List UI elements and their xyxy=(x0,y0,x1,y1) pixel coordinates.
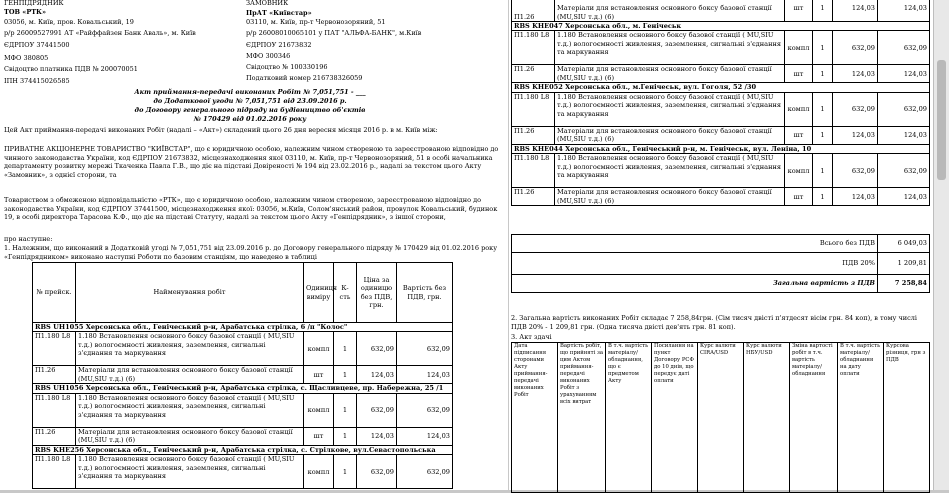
act-heading: до Договору генерального підряду на будівництво об'єктів xyxy=(134,106,366,114)
row-name: 1.180 Встановлення основного боксу базової станції ( MU,SIU т.д.) вологоємності живлення, заземлення, сигнальні з'єднання та маркування xyxy=(555,154,785,188)
row-unit: компл xyxy=(304,393,334,427)
row-price: 632,09 xyxy=(833,92,878,126)
row-price: 124,03 xyxy=(833,0,878,22)
col-header: Вартість без ПДВ, грн. xyxy=(397,263,453,323)
row-total: 124,03 xyxy=(878,0,930,22)
table-row xyxy=(512,188,930,206)
site-row xyxy=(512,83,930,92)
row-name: 1.180 Встановлення основного боксу базової станції ( MU,SIU т.д.) вологоємності живлення, заземлення, сигнальні з'єднання та маркування xyxy=(76,455,304,489)
schedule-col-header: Курс валюти CIRA/USD xyxy=(698,343,744,493)
row-price: 632,09 xyxy=(833,31,878,65)
row-price: 124,03 xyxy=(833,126,878,144)
table-row xyxy=(512,0,930,22)
row-name: 1.180 Встановлення основного боксу базової станції ( MU,SIU т.д.) вологоємності живлення, заземлення, сигнальні з'єднання та маркування xyxy=(555,92,785,126)
row-unit: компл xyxy=(304,332,334,366)
row-name: Матеріали для встановлення основного боксу базової станції (MU,SIU т.д.) (6) xyxy=(555,65,785,83)
point-2: 2. Загальна вартість виконаних Робіт складає 7 258,84грн. (Сім тисяч двісті п'ятдесят вісім грн. 84 коп), в тому числі ПДВ 20% - 1 209,81 грн. (Одна тисяча двісті дев'ять грн. 81 коп). xyxy=(511,314,917,331)
row-price: 124,03 xyxy=(833,65,878,83)
row-total: 124,03 xyxy=(878,188,930,206)
col-header: Найменування робіт xyxy=(76,263,304,323)
row-code: П1.26 xyxy=(512,65,555,83)
row-qty: 1 xyxy=(813,188,833,206)
site-row xyxy=(33,445,453,454)
row-code: П1.26 xyxy=(512,188,555,206)
row-name: 1.180 Встановлення основного боксу базової станції ( MU,SIU т.д.) вологоємності живлення, заземлення, сигнальні з'єднання та маркування xyxy=(76,332,304,366)
row-code: П1.180 L8 xyxy=(512,31,555,65)
row-unit: компл xyxy=(785,154,813,188)
customer-line: 03110, м. Київ, пр-т Червонозоряний, 51 xyxy=(246,18,386,26)
works-table-continued xyxy=(511,0,930,206)
works-table xyxy=(32,262,453,489)
total-value: 1 209,81 xyxy=(878,253,930,275)
row-name: 1.180 Встановлення основного боксу базової станції ( MU,SIU т.д.) вологоємності живлення, заземлення, сигнальні з'єднання та маркування xyxy=(76,393,304,427)
schedule-col-header: Курс валюти НБУ/USD xyxy=(744,343,790,493)
row-unit: компл xyxy=(304,455,334,489)
row-total: 124,03 xyxy=(878,126,930,144)
row-total: 632,09 xyxy=(878,31,930,65)
site-row xyxy=(512,22,930,31)
schedule-col-header: Курсова різниця, грн з ПДВ xyxy=(884,343,930,493)
site-title: RBS KHE047 Херсонська обл., м. Генічеськ xyxy=(512,22,930,31)
row-unit: шт xyxy=(785,126,813,144)
act-heading: Акт приймання-передачі виконаних Робіт № 7,051,751 - ___ xyxy=(134,88,366,96)
customer-label: ЗАМОВНИК xyxy=(246,0,289,7)
intro-text: Цей Акт приймання-передачі виконаних Робіт (надалі – «Акт») складений цього 26 дня вересня місяця 2016 р. в м. Київ між: xyxy=(4,126,438,134)
row-total: 632,09 xyxy=(397,455,453,489)
row-qty: 1 xyxy=(334,393,357,427)
col-header: Одиниця виміру xyxy=(304,263,334,323)
contractor-line: ІПН 374415026585 xyxy=(4,77,70,85)
total-value: 6 049,03 xyxy=(878,235,930,253)
row-qty: 1 xyxy=(334,366,357,384)
total-value: 7 258,84 xyxy=(878,275,930,293)
row-qty: 1 xyxy=(813,92,833,126)
site-row xyxy=(33,384,453,393)
schedule-col-header: Зміна вартості робіт в т.ч. вартість матеріалу/обладнання xyxy=(790,343,838,493)
row-unit: шт xyxy=(785,65,813,83)
site-title: RBS UH1056 Херсонська обл., Генічеський р-н, Арабатська стрілка, с. Щасливцеве, пр. Набережна, 25 /1 xyxy=(33,384,453,393)
row-unit: компл xyxy=(785,31,813,65)
col-header: № прейск. xyxy=(33,263,76,323)
point-3: 3. Акт здачі xyxy=(511,333,552,341)
table-row xyxy=(33,427,453,445)
row-total: 632,09 xyxy=(878,154,930,188)
customer-line: Свідоцтво № 100330196 xyxy=(246,63,328,71)
row-code: П1.180 L8 xyxy=(33,332,76,366)
row-unit: компл xyxy=(785,92,813,126)
row-total: 124,03 xyxy=(397,366,453,384)
customer-name: ПрАТ «Київстар» xyxy=(246,9,312,17)
row-code: П1.26 xyxy=(512,126,555,144)
site-title: RBS UH1055 Херсонська обл., Генічеський р-н, Арабатська стрілка, 6 /п "Колос" xyxy=(33,323,453,332)
site-title: RBS KHE052 Херсонська обл., м.Генічеськ, вул. Гоголя, 52 /30 xyxy=(512,83,930,92)
total-label: Загальна вартість з ПДВ xyxy=(512,275,878,293)
schedule-col-header: Дата підписання сторонами Акту приймання-передачі виконаних Робіт xyxy=(512,343,558,493)
table-row xyxy=(512,154,930,188)
about-text: про наступне: xyxy=(4,235,53,243)
row-price: 124,03 xyxy=(357,427,397,445)
point-1: 1. Належним, що виконаний в Додатковій угоді № 7,051,751 від 23.09.2016 р. до Договору генерального підряду № 170429 від 01.02.2016 року «Генпідрядником» виконано наступні Роботи по базовим станціям, що наведено в таблиці xyxy=(4,244,498,261)
row-price: 124,03 xyxy=(833,188,878,206)
contractor-name: ТОВ «РТК» xyxy=(4,8,47,16)
row-total: 632,09 xyxy=(878,92,930,126)
schedule-col-header: В т.ч. вартість матеріалу/обладнання на дату оплати xyxy=(838,343,884,493)
customer-line: Податковий номер 216738326059 xyxy=(246,74,363,82)
row-unit: шт xyxy=(304,366,334,384)
contractor-line: МФО 380805 xyxy=(4,54,49,62)
table-row xyxy=(33,366,453,384)
row-price: 632,09 xyxy=(357,455,397,489)
contractor-line: 03056, м. Київ, пров. Ковальський, 19 xyxy=(4,18,134,26)
row-qty: 1 xyxy=(813,0,833,22)
row-price: 632,09 xyxy=(357,332,397,366)
row-code: П1.180 L8 xyxy=(33,455,76,489)
row-code: П1.180 L8 xyxy=(512,154,555,188)
row-total: 632,09 xyxy=(397,332,453,366)
row-qty: 1 xyxy=(334,332,357,366)
row-name: Матеріали для встановлення основного боксу базової станції (MU,SIU т.д.) (6) xyxy=(555,188,785,206)
row-price: 632,09 xyxy=(357,393,397,427)
table-row xyxy=(512,31,930,65)
row-code: П1.26 xyxy=(33,427,76,445)
table-row xyxy=(512,92,930,126)
row-name: Матеріали для встановлення основного боксу базової станції (MU,SIU т.д.) (6) xyxy=(555,126,785,144)
act-heading: № 170429 від 01.02.2016 року xyxy=(193,115,307,123)
schedule-col-header: Вартість робіт, що прийняті за цим Актом приймання-передачі виконаних Робіт з урахуванням всіх витрат xyxy=(558,343,606,493)
site-title: RBS KHE044 Херсонська обл., Генічеський р-н, м. Генічеськ, вул. Леніна, 10 xyxy=(512,144,930,153)
table-row xyxy=(33,455,453,489)
site-row xyxy=(512,144,930,153)
total-label: ПДВ 20% xyxy=(512,253,878,275)
row-total: 124,03 xyxy=(397,427,453,445)
table-header-row xyxy=(33,263,453,323)
vertical-scrollbar[interactable] xyxy=(933,0,949,490)
table-row xyxy=(512,126,930,144)
customer-line: р/р 26008010065101 у ПАТ "АЛЬФА-БАНК", м.Київ xyxy=(246,29,422,37)
row-qty: 1 xyxy=(813,126,833,144)
row-total: 632,09 xyxy=(397,393,453,427)
schedule-col-header: Посилання на пункт Договору РСФ до 10 днів, що передує даті оплати xyxy=(652,343,698,493)
row-name: Матеріали для встановлення основного боксу базової станції (MU,SIU т.д.) (6) xyxy=(76,366,304,384)
totals-row xyxy=(512,235,930,253)
row-qty: 1 xyxy=(334,455,357,489)
row-total: 124,03 xyxy=(878,65,930,83)
row-code: П1.180 L8 xyxy=(33,393,76,427)
act-heading: до Додаткової угоди № 7,051,751 від 23.09.2016 р. xyxy=(153,97,347,105)
totals-row xyxy=(512,253,930,275)
contractor-line: р/р 26009527991 АТ «Райффайзен Банк Аваль», м. Київ xyxy=(4,29,196,37)
table-row xyxy=(33,393,453,427)
schedule-col-header: В т.ч. вартість матеріалу/обладнання, що є предметом Акту xyxy=(606,343,652,493)
totals-table xyxy=(511,234,930,293)
total-label: Всього без ПДВ xyxy=(512,235,878,253)
contractor-label: ГЕНПІДРЯДНИК xyxy=(4,0,64,7)
row-unit: шт xyxy=(304,427,334,445)
col-header: Ціна за одиницю без ПДВ, грн. xyxy=(357,263,397,323)
table-row xyxy=(512,65,930,83)
row-qty: 1 xyxy=(813,154,833,188)
row-code: П1.26 xyxy=(33,366,76,384)
row-name: 1.180 Встановлення основного боксу базової станції ( MU,SIU т.д.) вологоємності живлення, заземлення, сигнальні з'єднання та маркування xyxy=(555,31,785,65)
schedule-table xyxy=(511,342,930,493)
row-price: 632,09 xyxy=(833,154,878,188)
row-unit: шт xyxy=(785,0,813,22)
totals-row xyxy=(512,275,930,293)
customer-line: ЄДРПОУ 21673832 xyxy=(246,41,312,49)
party-customer: ПРИВАТНЕ АКЦІОНЕРНЕ ТОВАРИСТВО "КИЇВСТАР", що є юридичною особою, належним чином створеною та зареєстрованою відповідно до чинного законодавства України, код ЄДРПОУ 21673832, місцезнаходження якої 03110, м. Київ, пр-т Червонозоряний, 51 в особі начальника департаменту розвитку мережі Ткаченка Павла Г.В., що діє на підставі Довіреності № 194 від 23.02.2016 р., надалі за текстом цього Акту «Замовник», з однієї сторони, та xyxy=(4,145,499,179)
row-unit: шт xyxy=(785,188,813,206)
col-header: К-сть xyxy=(334,263,357,323)
party-contractor: Товариством з обмеженою відповідальністю «РТК», що є юридичною особою, належним чином створеною, зареєстрованою відповідно до законодавства України, код ЄДРПОУ 37441500, місцезнаходження якої: 03056, м.Київ, Солом'янський район, провулок Ковальський, будинок 19, в особі директора Тарасова К.Ф., що діє на підставі Статуту, надалі за текстом цього Акту «Генпідрядник», з іншої сторони, xyxy=(4,196,498,222)
row-name: Матеріали для встановлення основного боксу базової станції (MU,SIU т.д.) (6) xyxy=(555,0,785,22)
customer-line: МФО 300346 xyxy=(246,52,291,60)
row-code: П1.180 L8 xyxy=(512,92,555,126)
row-qty: 1 xyxy=(813,65,833,83)
scrollbar-thumb[interactable] xyxy=(937,60,946,180)
document-page-right xyxy=(509,0,933,490)
row-qty: 1 xyxy=(813,31,833,65)
contractor-line: ЄДРПОУ 37441500 xyxy=(4,41,70,49)
row-code: П1.26 xyxy=(512,0,555,22)
site-row xyxy=(33,323,453,332)
table-row xyxy=(33,332,453,366)
site-title: RBS KHE256 Херсонська обл., Генічеський р-н, Арабатська стрілка, с. Стрілкове, вул.Севастопольська xyxy=(33,445,453,454)
row-price: 124,03 xyxy=(357,366,397,384)
row-name: Матеріали для встановлення основного боксу базової станції (MU,SIU т.д.) (6) xyxy=(76,427,304,445)
row-qty: 1 xyxy=(334,427,357,445)
contractor-line: Свідоцтво платника ПДВ № 200070051 xyxy=(4,65,138,73)
schedule-header-row xyxy=(512,343,930,493)
